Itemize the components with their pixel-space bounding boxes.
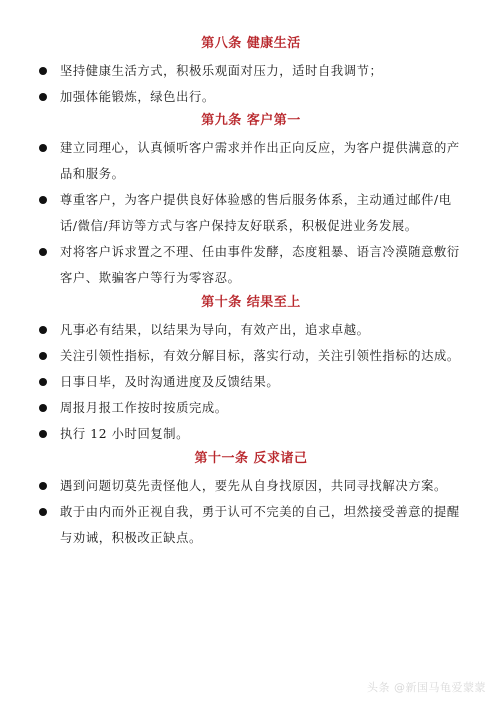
bullet-icon [39,196,47,204]
list-item [36,421,466,447]
list-item [36,395,466,421]
bullet-list [36,58,466,110]
list-item-text: 尊重客户，为客户提供良好体验感的售后服务体系，主动通过邮件/电话/微信/拜访等方式与客户保持友好联系，积极促进业务发展。 [60,193,452,233]
section-heading: 第十一条 反求诸己 [194,451,308,466]
list-item [36,369,466,395]
bullet-icon [39,352,47,360]
bullet-icon [39,508,47,516]
list-item-text: 周报月报工作按时按质完成。 [60,401,228,415]
list-item [36,473,466,499]
list-item [36,239,466,291]
bullet-icon [39,404,47,412]
bullet-list [36,473,466,551]
section-article-8 [36,34,466,110]
bullet-icon [39,482,47,490]
bullet-list [36,135,466,291]
list-item [36,135,466,187]
watermark: 头条 @新国马龟爱蒙蒙 [367,681,486,694]
section-article-11 [36,449,466,551]
list-item [36,187,466,239]
list-item [36,317,466,343]
section-heading: 第八条 健康生活 [201,36,301,51]
list-item-text: 对将客户诉求置之不理、任由事件发酵，态度粗暴、语言冷漠随意敷衍客户、欺骗客户等行为零容忍。 [60,245,460,285]
list-item-text: 关注引领性指标，有效分解目标，落实行动，关注引领性指标的达成。 [60,349,460,363]
section-heading: 第十条 结果至上 [201,295,301,310]
list-item [36,84,466,110]
section-article-9 [36,111,466,291]
bullet-icon [39,378,47,386]
list-item [36,499,466,551]
bullet-list [36,317,466,447]
list-item [36,58,466,84]
list-item-text: 敢于由内而外正视自我，勇于认可不完美的自己，坦然接受善意的提醒与劝诫，积极改正缺点。 [60,505,460,545]
list-item-text: 凡事必有结果，以结果为导向，有效产出，追求卓越。 [60,323,370,337]
list-item-text: 建立同理心，认真倾听客户需求并作出正向反应，为客户提供满意的产品和服务。 [60,141,460,181]
list-item-text: 日事日毕，及时沟通进度及反馈结果。 [60,375,280,389]
list-item-text: 坚持健康生活方式，积极乐观面对压力，适时自我调节； [60,64,383,78]
bullet-icon [39,67,47,75]
list-item-text: 遇到问题切莫先责怪他人，要先从自身找原因，共同寻找解决方案。 [60,479,447,493]
section-article-10 [36,293,466,447]
bullet-icon [39,326,47,334]
list-item [36,343,466,369]
list-item-text: 加强体能锻炼，绿色出行。 [60,90,215,104]
bullet-icon [39,248,47,256]
section-heading: 第九条 客户第一 [201,113,301,128]
bullet-icon [39,93,47,101]
bullet-icon [39,144,47,152]
list-item-text: 执行 12 小时回复制。 [60,427,190,441]
bullet-icon [39,430,47,438]
